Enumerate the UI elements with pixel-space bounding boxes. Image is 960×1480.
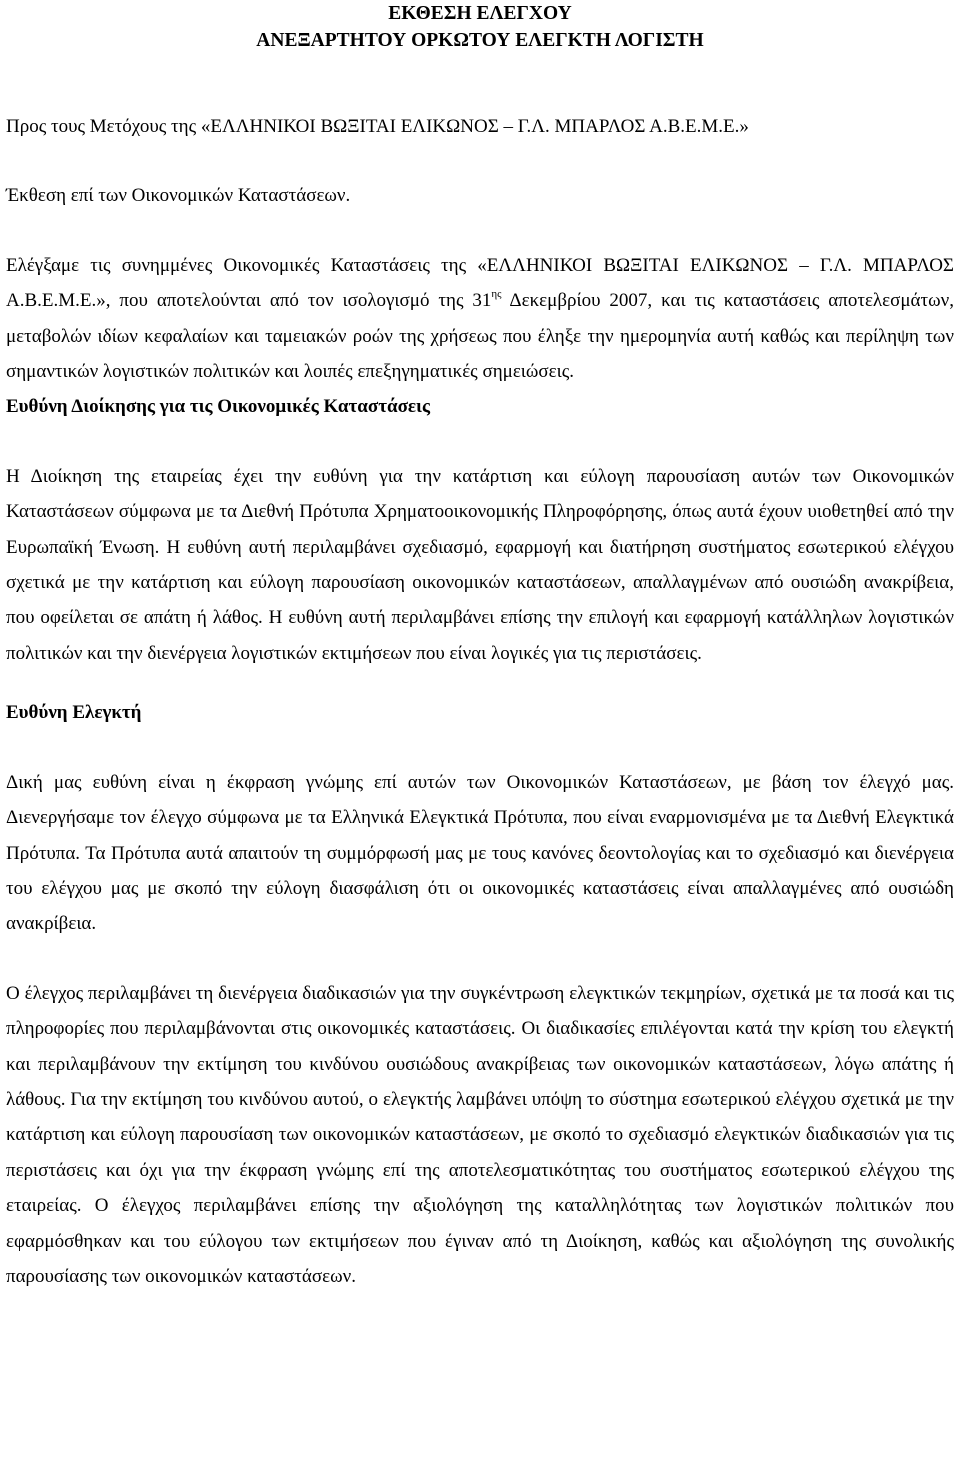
auditor-responsibility-paragraph-2: Ο έλεγχος περιλαμβάνει τη διενέργεια διαδικασιών για την συγκέντρωση ελεγκτικών τεκμηρίων, σχετικά με τα ποσά και τις πληροφορίες που περιλαμβάνονται στις οικονομικές καταστάσεις. Οι διαδικασίες επιλέγονται κατά την κρίση του ελεγκτή και περιλαμβάνουν την εκτίμηση του κινδύνου ουσιώδους ανακρίβειας των οικονομικών καταστάσεων, λόγω απάτης ή λάθους. Για την εκτίμηση του κινδύνου αυτού, ο ελεγκτής λαμβάνει υπόψη το σύστημα εσωτερικού ελέγχου σχετικά με την κατάρτιση και εύλογη παρουσίαση των οικονομικών καταστάσεων, με σκοπό το σχεδιασμό ελεγκτικών διαδικασιών για τις περιστάσεις και όχι για την έκφραση γνώμης επί της αποτελεσματικότητας του συστήματος εσωτερικού ελέγχου της εταιρείας. Ο έλεγχος περιλαμβάνει επίσης την αξιολόγηση της καταλληλότητας των λογιστικών πολιτικών που εφαρμόσθηκαν και του εύλογου των εκτιμήσεων που έγιναν από τη Διοίκηση, καθώς και αξιολόγηση της συνολικής παρουσίασης των οικονομικών καταστάσεων. <box>6 982 954 1287</box>
management-responsibility-heading: Ευθύνη Διοίκησης για τις Οικονομικές Καταστάσεις <box>6 396 430 418</box>
auditor-responsibility-paragraph-1: Δική μας ευθύνη είναι η έκφραση γνώμης επί αυτών των Οικονομικών Καταστάσεων, με βάση τον έλεγχό μας. Διενεργήσαμε τον έλεγχο σύμφωνα με τα Ελληνικά Ελεγκτικά Πρότυπα, που είναι εναρμονισμένα με τα Διεθνή Ελεγκτικά Πρότυπα. Τα Πρότυπα αυτά απαιτούν τη συμμόρφωσή μας με τους κανόνες δεοντολογίας και το σχεδιασμό και διενέργεια του ελέγχου μας με σκοπό την εύλογη διασφάλιση ότι οι οικονομικές καταστάσεις είναι απαλλαγμένες από ουσιώδη ανακρίβεια. <box>6 771 954 935</box>
report-title-line1: ΕΚΘΕΣΗ ΕΛΕΓΧΟΥ <box>388 3 572 24</box>
management-responsibility-paragraph: Η Διοίκηση της εταιρείας έχει την ευθύνη για την κατάρτιση και εύλογη παρουσίαση αυτών των Οικονομικών Καταστάσεων σύμφωνα με τα Διεθνή Πρότυπα Χρηματοοικονομικής Πληροφόρησης, όπως αυτά έχουν υιοθετηθεί από την Ευρωπαϊκή Ένωση. Η ευθύνη αυτή περιλαμβάνει σχεδιασμό, εφαρμογή και διατήρηση συστήματος εσωτερικού ελέγχου σχετικά με την κατάρτιση και εύλογη παρουσίαση οικονομικών καταστάσεων, απαλλαγμένων από ουσιώδη ανακρίβεια, που οφείλεται σε απάτη ή λάθος. Η ευθύνη αυτή περιλαμβάνει επίσης την επιλογή και εφαρμογή κατάλληλων λογιστικών πολιτικών και την διενέργεια λογιστικών εκτιμήσεων που είναι λογικές για τις περιστάσεις. <box>6 465 954 664</box>
auditor-responsibility-heading: Ευθύνη Ελεγκτή <box>6 702 142 724</box>
intro-paragraph <box>6 248 954 390</box>
ordinal-superscript: ης <box>491 288 502 301</box>
report-title-block <box>6 0 954 54</box>
intro-text-part2: Δεκεμβρίου 2007, και τις καταστάσεις αποτελεσμάτων, μεταβολών ιδίων κεφαλαίων και ταμειακών ροών της χρήσεως που έληξε την ημερομηνία αυτή καθώς και περίληψη των σημαντικών λογιστικών πολιτικών και λοιπές επεξηγηματικές σημειώσεις. <box>6 290 954 383</box>
report-title-line2: ΑΝΕΞΑΡΤΗΤΟΥ ΟΡΚΩΤΟΥ ΕΛΕΓΚΤΗ ΛΟΓΙΣΤΗ <box>256 30 704 51</box>
addressee-line: Προς τους Μετόχους της «ΕΛΛΗΝΙΚΟΙ ΒΩΞΙΤΑΙ ΕΛΙΚΩΝΟΣ – Γ.Λ. ΜΠΑΡΛΟΣ Α.Β.Ε.Μ.Ε.» <box>6 116 749 137</box>
report-subject: Έκθεση επί των Οικονομικών Καταστάσεων. <box>6 185 351 207</box>
intro-text-part1: Ελέγξαμε τις συνημμένες Οικονομικές Καταστάσεις της «ΕΛΛΗΝΙΚΟΙ ΒΩΞΙΤΑΙ ΕΛΙΚΩΝΟΣ – Γ.Λ. ΜΠΑΡΛΟΣ Α.Β.Ε.Μ.Ε.», που αποτελούνται από τον ισολογισμό της 31 <box>6 254 954 312</box>
